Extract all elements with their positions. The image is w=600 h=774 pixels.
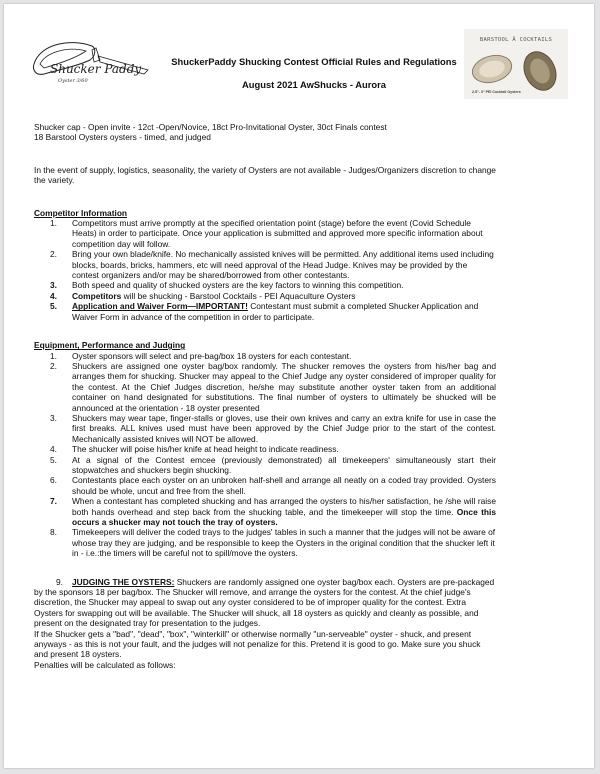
list-item: 4. The shucker will poise his/her knife at head height to indicate readiness. (50, 444, 339, 455)
list-item: 7. When a contestant has completed shucking and has arranged the oysters to his/her satisfaction, he /she will raise both hands overhead and step back from the shucking table, and the timekeeper will stop the time. Once this occurs a shucker may not touch the tray of oysters. (50, 496, 496, 527)
variety-note: In the event of supply, logistics, seasonality, the variety of Oysters are not available - Judges/Organizers discretion to change the variety. (34, 164, 496, 186)
application-waiver-link: Application and Waiver Form—IMPORTANT! (72, 301, 248, 312)
document-subtitle: August 2021 AwShucks - Aurora (242, 79, 386, 90)
equipment-heading: Equipment, Performance and Judging (34, 340, 186, 351)
judging-section: 9. JUDGING THE OYSTERS: Shuckers are randomly assigned one oyster bag/box each. Oysters are pre-packaged by the sponsors 18 per bag/box. The Shucker will remove, and arrange the oysters for the contest. At the chief judge's discretion, the Shucker may appeal to swap out any oyster considered to be of improper quality for the contest. Extra Oysters for swapping out will be available. The Shucker will shuck, all 18 oysters as quickly and cleanly as possible, and present on the designated tray for presentation to the judges. (34, 576, 495, 629)
list-item: 5. Application and Waiver Form—IMPORTANT! Contestant must submit a completed Shucker Application and Waiver Form in advance of the competition in order to participate. (50, 301, 479, 322)
list-item: 3. Shuckers may wear tape, finger-stalls or gloves, use their own knives and carry an extra knife for use in case the first breaks. ALL knives used must have been approved by the Chief Judge prior to the start of the contest. Mechanically assisted knives will NOT be allowed. (50, 412, 496, 444)
list-item: 2. Bring your own blade/knife. No mechanically assisted knives will be permitted. Any additional items used including blocks, boards, bricks, hammers, etc will need approval of the Head Judge. Knives may be provided by the contest organizers and/or may be shared/borrowed from other contestants. (50, 249, 494, 281)
list-item: 2. Shuckers are assigned one oyster bag/box randomly. The shucker removes the oysters from his/her bag and arranges them for shucking. Shucker may appeal to the Chief Judge any oyster considered of improper quality for the contest. At the Chief Judges discretion, he/she may substitute another oyster taken from an additional container on hand designated for substitutions. The final number of oysters to ultimately be shucked will be announced at the orientation - 18 oyster presented (50, 360, 496, 413)
document-body (34, 122, 496, 670)
list-item: 1. Competitors must arrive promptly at the specified orientation point (stage) before the event (Covid Schedule Heats) in order to participate. Once your application is submitted and approved more specific information about competition day will follow. (50, 218, 483, 249)
bad-oyster-note: If the Shucker gets a "bad", "dead", "box", "winterkill" or otherwise normally "un-serveable" oyster - shuck, and present anyways - as this is not your fault, and the judges will not penalize for this. Pretend it is good to go. Make sure you shuck and present 18 oysters. (34, 628, 481, 660)
competitor-info-heading: Competitor Information (34, 207, 128, 218)
list-item: 8. Timekeepers will deliver the coded trays to the judges' tables in such a manner that the judges will not be aware of whose tray they are judging, and be responsible to keep the Oysters in the original condition that the shucker left it in - i.e.:the timers will be careful not to spill/move the oysters. (50, 527, 496, 559)
intro-line-1: Shucker cap - Open invite - 12ct -Open/Novice, 18ct Pro-Invitational Oyster, 30ct Finals contest (34, 122, 387, 132)
list-item: 4. Competitors will be shucking - Barstool Cocktails - PEI Aquaculture Oysters (50, 290, 356, 301)
shuckerpaddy-logo (30, 34, 150, 94)
document-header (154, 56, 474, 90)
document-page (4, 4, 594, 768)
penalties-intro: Penalties will be calculated as follows: (34, 659, 176, 670)
document-title: ShuckerPaddy Shucking Contest Official Rules and Regulations (171, 56, 457, 67)
sponsor-caption: 2.5"- 3" PEI Cocktail Oysters (472, 90, 521, 94)
judging-heading: JUDGING THE OYSTERS: (72, 576, 175, 587)
sponsor-image (464, 29, 568, 99)
logo-script-subtitle: Oyster 3/60 (58, 78, 88, 84)
list-item: 1. Oyster sponsors will select and pre-bag/box 18 oysters for each contestant. (50, 350, 352, 361)
list-item: 3. Both speed and quality of shucked oysters are the key factors to winning this competition. (50, 280, 404, 291)
list-item: 6. Contestants place each oyster on an unbroken half-shell and arrange all neatly on a coded tray provided. Oysters should be whole, uncut and free from the shell. (50, 475, 496, 496)
equipment-list (34, 351, 496, 559)
oysters-icon (464, 29, 568, 99)
logo-script-name: Shucker Paddy (50, 62, 142, 76)
competitor-info-list (34, 218, 496, 322)
intro-line-2: 18 Barstool Oysters oysters - timed, and judged (34, 132, 211, 143)
sponsor-brand: BARSTOOL Ā COCKTAILS (479, 37, 553, 43)
list-item: 5. At a signal of the Contest emcee (previously demonstrated) all timekeepers' simultaneously start their stopwatches and shuckers begin shucking. (50, 454, 496, 475)
